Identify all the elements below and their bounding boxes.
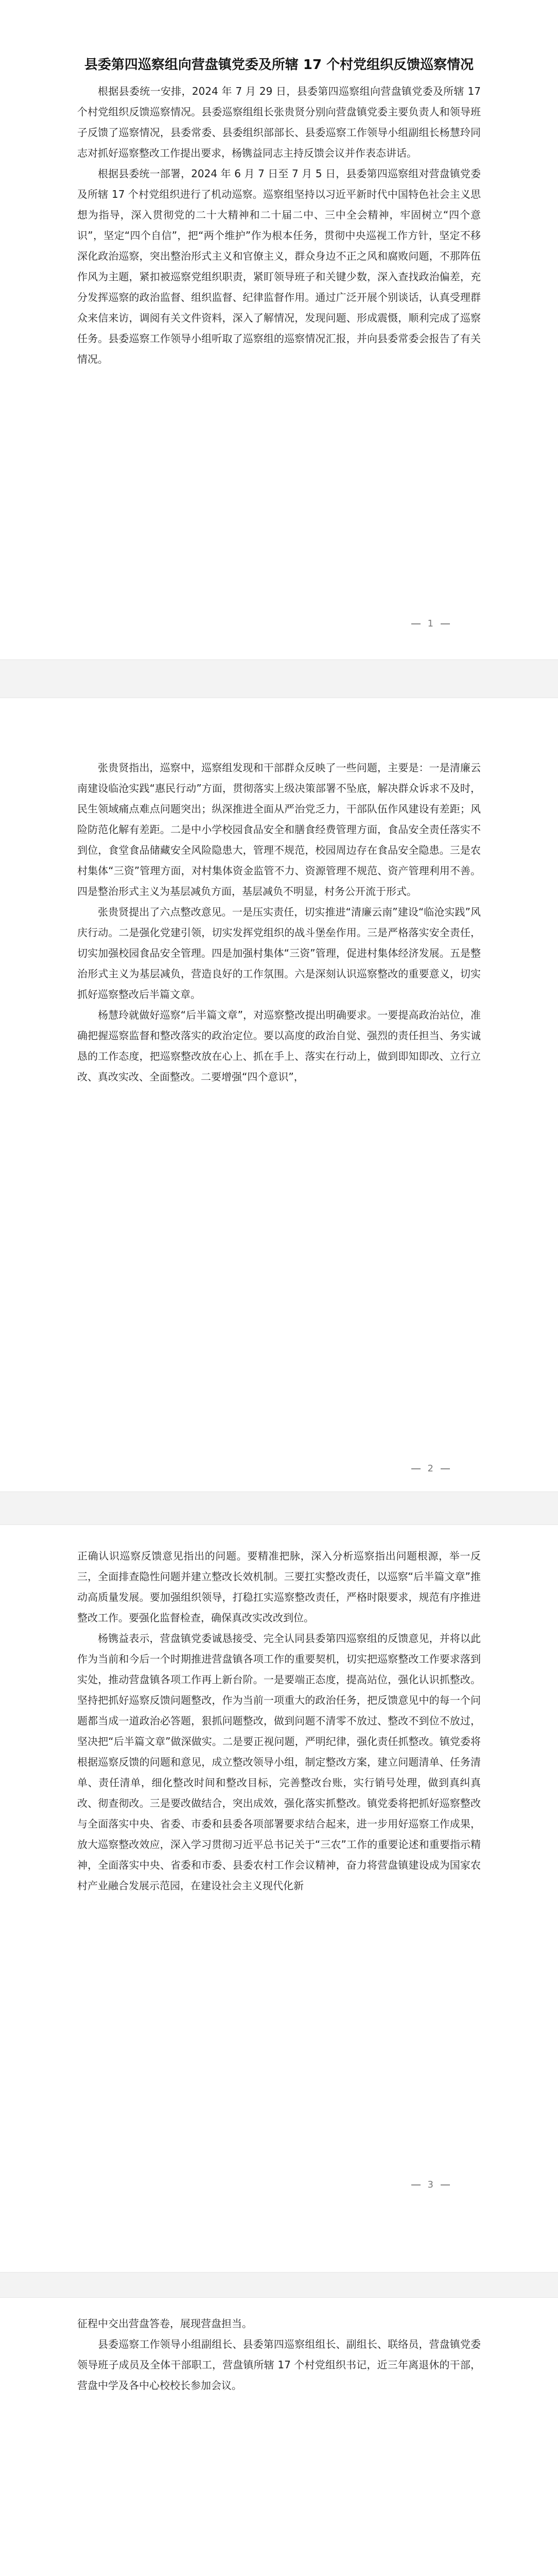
- paragraph: 根据县委统一安排，2024 年 7 月 29 日，县委第四巡察组向营盘镇党委及所辖 17 个村党组织反馈巡察情况。县委巡察组组长张贵贤分别向营盘镇党委主要负责人和领导班子反馈了巡察情况，县委常委、县委组织部部长、县委巡察工作领导小组副组长杨慧玲同志对抓好巡察整改工作提出要求，杨镌益同志主持反馈会议并作表态讲话。: [77, 85, 481, 159]
- footer-rule-right: [441, 2184, 450, 2185]
- page-footer: [411, 1463, 450, 1474]
- page-content: [77, 54, 481, 369]
- footer-rule-left: [411, 1468, 421, 1469]
- footer-rule-left: [411, 2184, 421, 2185]
- paragraph: 杨慧玲就做好巡察“后半篇文章”，对巡察整改提出明确要求。一要提高政治站位，准确把握巡察监督和整改落实的政治定位。要以高度的政治自觉、强烈的责任担当、务实诚恳的工作态度，把巡察整改放在心上、抓在手上、落实在行动上，做到即知即改、立行立改、真改实改、全面整改。二要增强“四个意识”，: [77, 1009, 481, 1083]
- footer-rule-right: [441, 623, 450, 624]
- paragraph: 根据县委统一部署，2024 年 6 月 7 日至 7 月 5 日，县委第四巡察组对营盘镇党委及所辖 17 个村党组织进行了机动巡察。巡察组坚持以习近平新时代中国特色社会主义思想为指导，深入贯彻党的二十大精神和二十届二中、三中全会精神，牢固树立“四个意识”，坚定“四个自信”，把“两个维护”作为根本任务，贯彻中央巡视工作方针，坚定不移深化政治巡察，突出整治形式主义和官僚主义，群众身边不正之风和腐败问题，不那阵伍作风为主题，紧扣被巡察党组织职责，紧盯领导班子和关键少数，深入查找政治偏差，充分发挥巡察的政治监督、组织监督、纪律监督作用。通过广泛开展个别谈话，认真受理群众来信来访，调阅有关文件资料，深入了解情况，发现问题、形成震慑，顺利完成了巡察任务。县委巡察工作领导小组听取了巡察组的巡察情况汇报，并向县委常委会报告了有关情况。: [77, 167, 481, 365]
- footer-rule-right: [441, 1468, 450, 1469]
- document-page-3: [0, 1525, 558, 2272]
- footer-rule-left: [411, 623, 421, 624]
- page-footer: [411, 618, 450, 629]
- document-page-2: [0, 698, 558, 1492]
- paragraph: 张贵贤指出，巡察中，巡察组发现和干部群众反映了一些问题，主要是：一是清廉云南建设临沧实践“惠民行动”方面，贯彻落实上级决策部署不坠底，解决群众诉求不及时，民生领域痛点难点问题突出；纵深推进全面从严治党乏力，干部队伍作风建设有差距；风险防范化解有差距。二是中小学校园食品安全和膳食经费管理方面，食品安全责任落实不到位，食堂食品储藏安全风险隐患大，管理不规范，校园周边存在食品安全隐患。三是农村集体“三资”管理方面，对村集体资金监管不力、资源管理不规范、资产管理利用不善。四是整治形式主义为基层减负方面，基层减负不明显，村务公开流于形式。: [77, 761, 481, 897]
- paragraph: 县委巡察工作领导小组副组长、县委第四巡察组组长、副组长、联络员，营盘镇党委领导班子成员及全体干部职工，营盘镇所辖 17 个村党组织书记，近三年离退休的干部，营盘中学及各中心校校长参加会议。: [77, 2338, 481, 2392]
- page-number: 1: [427, 618, 433, 629]
- document-title: 县委第四巡察组向营盘镇党委及所辖 17 个村党组织反馈巡察情况: [84, 57, 474, 73]
- paragraph: 杨镌益表示，营盘镇党委诚恳接受、完全认同县委第四巡察组的反馈意见，并将以此作为当前和今后一个时期推进营盘镇各项工作的重要契机，切实把巡察整改工作要求落到实处，推动营盘镇各项工作再上新台阶。一是要端正态度，提高站位，强化认识抓整改。坚持把抓好巡察反馈问题整改，作为当前一项重大的政治任务，把反馈意见中的每一个问题都当成一道政治必答题，狠抓问题整改，做到问题不清零不放过、整改不到位不放过，坚决把“后半篇文章”做深做实。二是要正视问题，严明纪律，强化责任抓整改。镇党委将根据巡察反馈的问题和意见，成立整改领导小组，制定整改方案，建立问题清单、任务清单、责任清单，细化整改时间和整改目标，完善整改台账，实行销号处理，做到真纠真改、彻查彻改。三是要改做结合，突出成效，强化落实抓整改。镇党委将把抓好巡察整改与全面落实中央、省委、市委和县委各项部署要求结合起来，进一步用好巡察工作成果，放大巡察整改效应，深入学习贯彻习近平总书记关于“三农”工作的重要论述和重要指示精神，全面落实中央、省委和市委、县委农村工作会议精神，奋力将营盘镇建设成为国家农村产业融合发展示范园，在建设社会主义现代化新: [77, 1632, 481, 1892]
- page-number: 2: [427, 1463, 433, 1474]
- document-page-4: [0, 2298, 558, 2576]
- page-number: 3: [427, 2179, 433, 2190]
- document-page-1: [0, 0, 558, 659]
- page-footer: [411, 2179, 450, 2190]
- paragraph: 张贵贤提出了六点整改意见。一是压实责任，切实推进“清廉云南”建设“临沧实践”风庆行动。二是强化党建引领，切实发挥党组织的战斗堡垒作用。三是严格落实安全责任，切实加强校园食品安全管理。四是加强村集体“三资”管理，促进村集体经济发展。五是整治形式主义为基层减负，营造良好的工作氛围。六是深刻认识巡察整改的重要意义，切实抓好巡察整改后半篇文章。: [77, 906, 481, 1001]
- page-content: [77, 757, 481, 1087]
- page-content: [77, 1546, 481, 1896]
- page-content: [77, 2313, 481, 2396]
- paragraph-continued: 正确认识巡察反馈意见指出的问题。要精准把脉，深入分析巡察指出问题根源，举一反三，全面排查隐性问题并建立整改长效机制。三要扛实整改责任，以巡察“后半篇文章”推动高质量发展。要加强组织领导，打稳扛实巡察整改责任，严格时限要求，规范有序推进整改工作。要强化监督检查，确保真改实改改到位。: [77, 1550, 481, 1624]
- paragraph-continued: 征程中交出营盘答卷，展现营盘担当。: [77, 2317, 252, 2330]
